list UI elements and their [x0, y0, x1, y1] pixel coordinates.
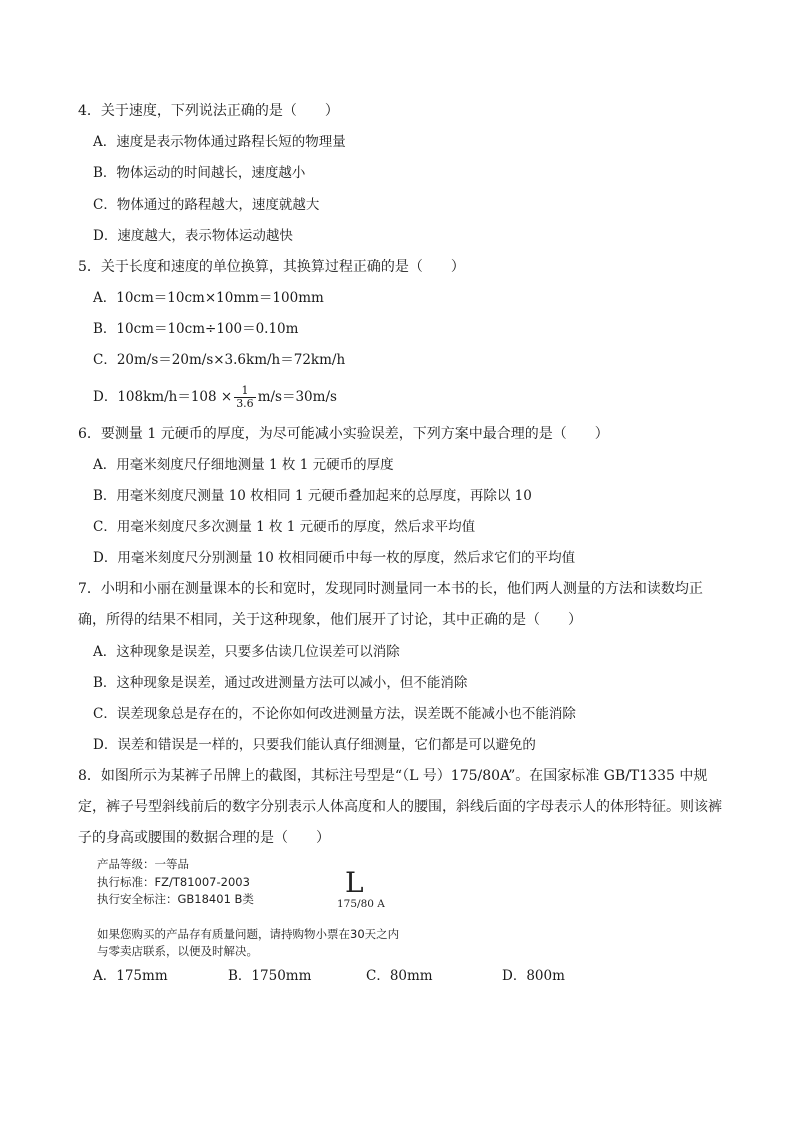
question-5-stem: 5．关于长度和速度的单位换算，其换算过程正确的是（ ）: [78, 259, 465, 275]
question-4-stem: 4．关于速度，下列说法正确的是（ ）: [78, 103, 339, 119]
tag-notice-line-1: 如果您购买的产品存有质量问题，请持购物小票在30天之内: [97, 927, 400, 941]
tag-standard: 执行标准：FZ/T81007-2003: [97, 875, 250, 889]
question-4-option-a: A．速度是表示物体通过路程长短的物理量: [93, 134, 346, 150]
tag-notice-line-2: 与零卖店联系，以便及时解决。: [97, 944, 258, 958]
question-5-option-b: B．10cm＝10cm÷100＝0.10m: [93, 321, 299, 337]
question-8-option-d: D．800m: [502, 968, 565, 984]
fraction: [234, 385, 256, 410]
question-7-option-b: B．这种现象是误差，通过改进测量方法可以减小，但不能消除: [93, 675, 468, 691]
question-5-option-a: A．10cm＝10cm×10mm＝100mm: [93, 290, 324, 306]
question-4-option-d: D．速度越大，表示物体运动越快: [93, 228, 293, 244]
tag-grade: 产品等级：一等品: [97, 857, 189, 871]
question-6-stem: 6．要测量 1 元硬币的厚度，为尽可能减小实验误差，下列方案中最合理的是（ ）: [78, 426, 609, 442]
question-6-option-d: D．用毫米刻度尺分别测量 10 枚相同硬币中每一枚的厚度，然后求它们的平均值: [93, 550, 576, 566]
question-6-option-a: A．用毫米刻度尺仔细地测量 1 枚 1 元硬币的厚度: [93, 457, 394, 473]
question-7-option-d: D．误差和错误是一样的，只要我们能认真仔细测量，它们都是可以避免的: [93, 737, 536, 753]
question-7-stem: 7．小明和小丽在测量课本的长和宽时，发现同时测量同一本书的长，他们两人测量的方法和读数均正确，所得的结果不相同，关于这种现象，他们展开了讨论，其中正确的是（ ）: [78, 581, 703, 628]
tag-safety-standard: 执行安全标注：GB18401 B类: [97, 892, 254, 906]
fraction-numerator: 1: [234, 385, 256, 398]
question-8-option-a: A．175mm: [93, 968, 168, 984]
question-6-option-c: C．用毫米刻度尺多次测量 1 枚 1 元硬币的厚度，然后求平均值: [93, 519, 476, 535]
question-8-option-b: B．1750mm: [228, 968, 312, 984]
question-5-option-c: C．20m/s＝20m/s×3.6km/h＝72km/h: [93, 352, 346, 368]
question-8-stem: 8．如图所示为某裤子吊牌上的截图，其标注号型是“（L 号）175/80A”。在国家标准 GB/T1335 中规定，裤子号型斜线前后的数字分别表示人体高度和人的腰围，斜线后面的字母表示人的体形特征。则该裤子的身高或腰围的数据合理的是（ ）: [78, 768, 722, 846]
tag-size-letter: L: [345, 866, 364, 899]
question-5-option-d: [93, 380, 337, 414]
tag-size-code: 175/80 A: [337, 898, 385, 910]
question-8-option-c: C．80mm: [366, 968, 433, 984]
option-d-suffix: m/s＝30m/s: [257, 389, 337, 405]
question-4-option-b: B．物体运动的时间越长，速度越小: [93, 165, 306, 181]
option-d-prefix: D．108km/h＝108 ×: [93, 389, 233, 405]
question-4-option-c: C．物体通过的路程越大，速度就越大: [93, 197, 320, 213]
question-7-option-a: A．这种现象是误差，只要多估读几位误差可以消除: [93, 644, 400, 660]
clothing-tag-image: [97, 854, 437, 962]
question-7-option-c: C．误差现象总是存在的，不论你如何改进测量方法，误差既不能减小也不能消除: [93, 706, 576, 722]
question-6-option-b: B．用毫米刻度尺测量 10 枚相同 1 元硬币叠加起来的总厚度，再除以 10: [93, 488, 532, 504]
fraction-denominator: 3.6: [236, 397, 254, 410]
